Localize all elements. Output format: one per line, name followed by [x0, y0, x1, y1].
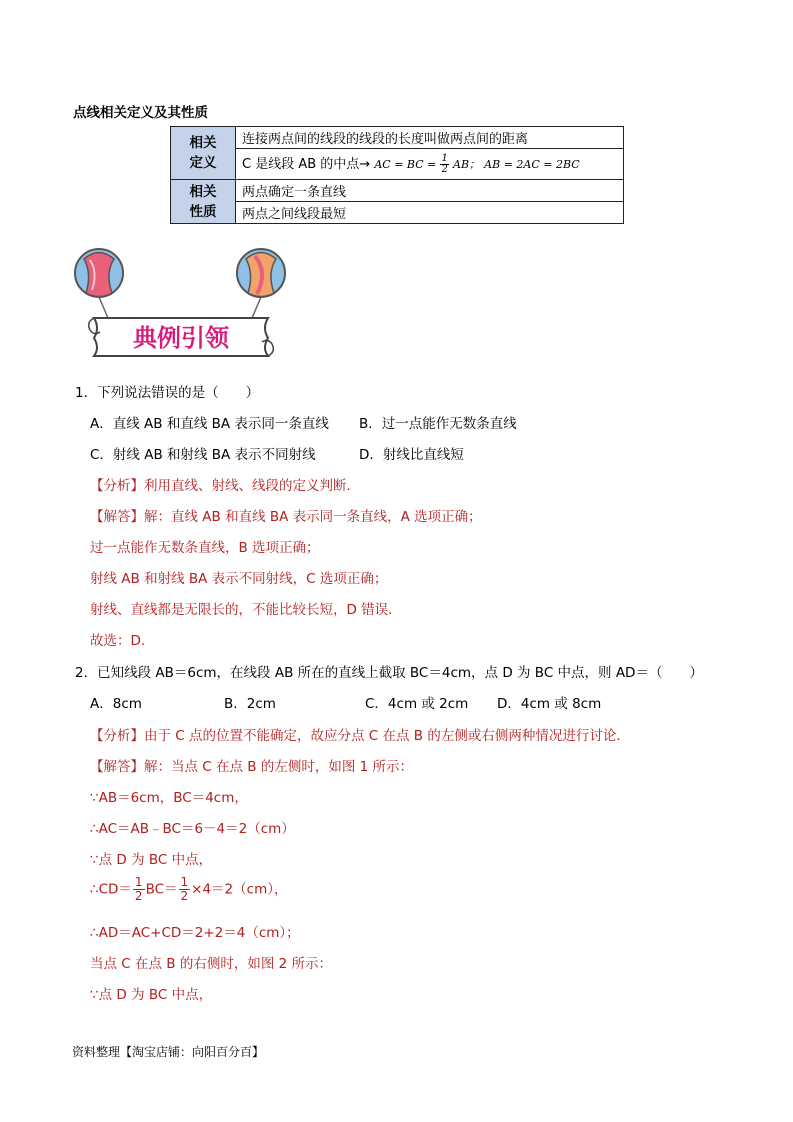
q2-answer-6: ∴AD＝AC+CD＝2+2＝4（cm）；: [90, 925, 300, 941]
banner-text: 典例引领: [133, 324, 229, 352]
q2-option-c: C．4cm 或 2cm: [365, 696, 469, 712]
q2-answer-3: ∴AC＝AB﹣BC＝6－4＝2（cm）: [90, 821, 295, 837]
q2-option-b: B．2cm: [224, 696, 276, 712]
q1-option-c: C．射线 AB 和射线 BA 表示不同射线: [90, 447, 316, 463]
footer-credit: 资料整理【淘宝店铺：向阳百分百】: [72, 1045, 265, 1059]
q2-answer-5: ∴CD＝ $\frac{1}{2}$ BC＝ $\frac{1}{2}$ ×4＝2（cm），: [90, 875, 288, 903]
definition-header: 相关定义: [171, 127, 236, 180]
q2-analysis: 【分析】由于 C 点的位置不能确定，故应分点 C 在点 B 的左侧或右侧两种情况进行讨论．: [90, 728, 630, 744]
q1-answer-1: 【解答】解：直线 AB 和直线 BA 表示同一条直线，A 选项正确；: [90, 509, 482, 525]
definition-row-midpoint: C 是线段 AB 的中点→ AC = BC = $\frac{1}{2}$ AB； AB = 2AC = 2BC: [236, 149, 624, 180]
property-row-2: 两点之间线段最短: [236, 202, 624, 224]
definition-row-distance: 连接两点间的线段的线段的长度叫做两点间的距离: [236, 127, 624, 149]
fraction: $\frac{1}{2}$: [134, 875, 143, 903]
q2-answer-1: 【解答】解：当点 C 在点 B 的左侧时，如图 1 所示：: [90, 759, 414, 775]
q1-stem: 1．下列说法错误的是（ ）: [75, 385, 260, 401]
q1-option-d: D．射线比直线短: [359, 447, 464, 463]
arrow-icon: →: [359, 157, 371, 172]
fraction: $\frac{1}{2}$: [441, 153, 448, 175]
q2-answer-2: ∵AB＝6cm，BC＝4cm，: [90, 790, 248, 806]
q2-answer-8: ∵点 D 为 BC 中点，: [90, 987, 213, 1003]
property-row-1: 两点确定一条直线: [236, 180, 624, 202]
section-title: 点线相关定义及其性质: [73, 105, 208, 121]
q1-answer-2: 过一点能作无数条直线，B 选项正确；: [90, 540, 320, 556]
q1-answer-5: 故选：D．: [90, 633, 155, 649]
q1-option-b: B．过一点能作无数条直线: [359, 416, 517, 432]
q1-analysis: 【分析】利用直线、射线、线段的定义判断．: [90, 478, 360, 494]
q1-answer-4: 射线、直线都是无限长的，不能比较长短，D 错误．: [90, 602, 402, 618]
ball-right-icon: [237, 249, 285, 318]
q2-answer-4: ∵点 D 为 BC 中点，: [90, 852, 213, 868]
ball-left-icon: [75, 249, 123, 318]
q2-stem: 2．已知线段 AB＝6cm，在线段 AB 所在的直线上截取 BC＝4cm，点 D 为 BC 中点，则 AD＝（ ）: [75, 665, 703, 681]
q1-option-a: A．直线 AB 和直线 BA 表示同一条直线: [90, 416, 329, 432]
definition-table: [170, 126, 624, 224]
q2-option-d: D．4cm 或 8cm: [497, 696, 602, 712]
q2-option-a: A．8cm: [90, 696, 142, 712]
example-banner: [72, 246, 290, 364]
q2-answer-7: 当点 C 在点 B 的右侧时，如图 2 所示：: [90, 956, 333, 972]
fraction: $\frac{1}{2}$: [180, 875, 189, 903]
property-header: 相关性质: [171, 180, 236, 224]
q1-answer-3: 射线 AB 和射线 BA 表示不同射线，C 选项正确；: [90, 571, 388, 587]
